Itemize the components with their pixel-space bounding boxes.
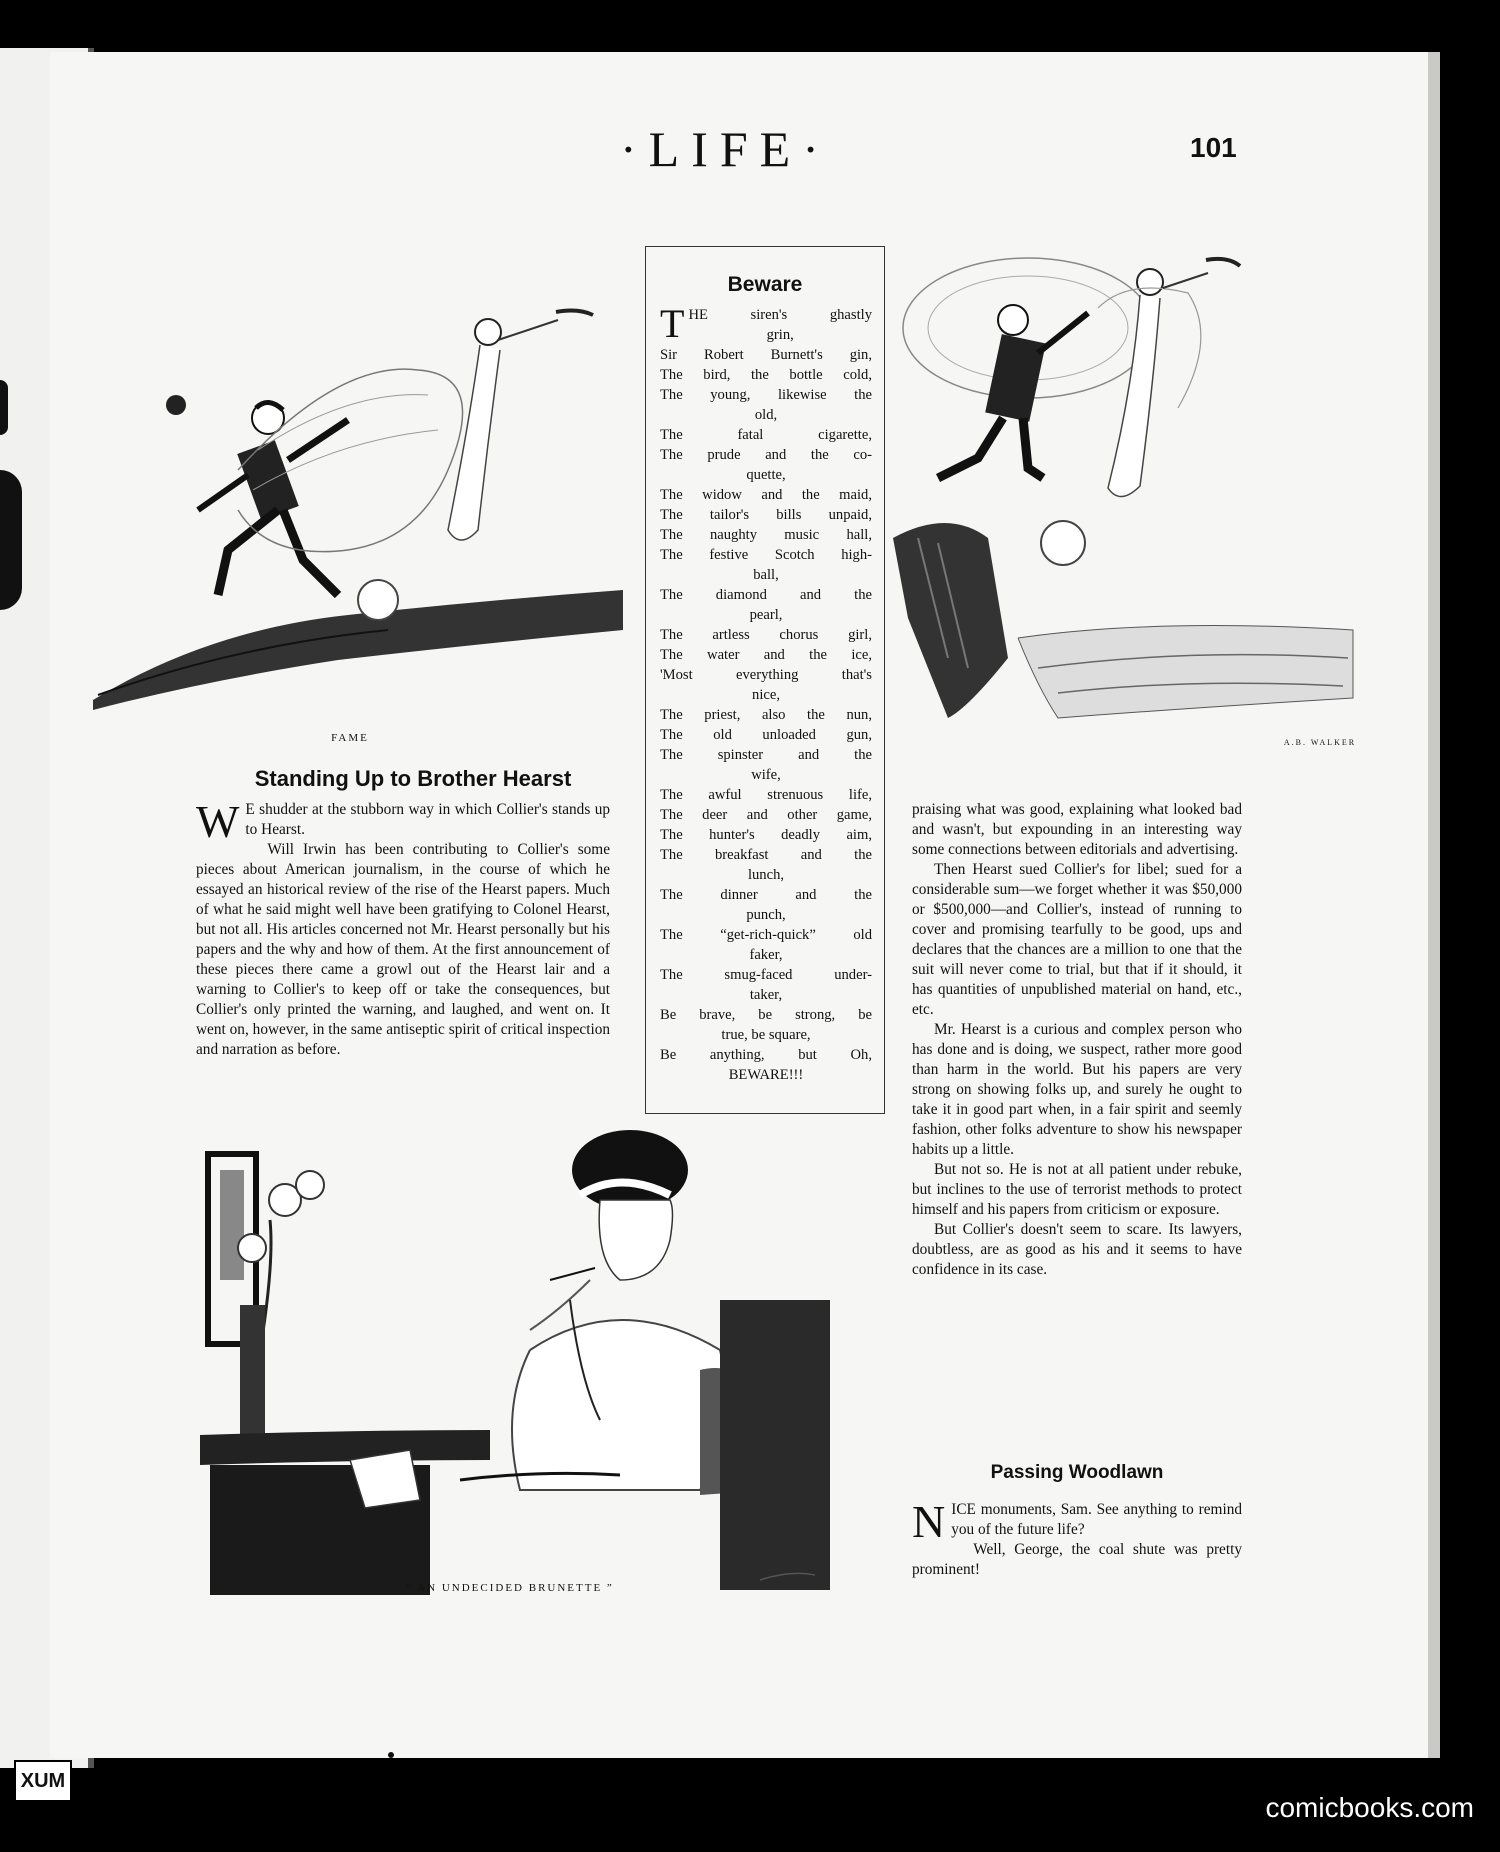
poem-line: The festive Scotch high- <box>660 547 872 563</box>
masthead: ·LIFE· <box>620 121 831 177</box>
poem-line: HE siren's ghastly <box>688 307 872 323</box>
dropcap-t: T <box>660 301 685 346</box>
page-spine <box>1428 52 1440 1758</box>
fame-caption: FAME <box>331 732 369 744</box>
poem-line: The deer and other game, <box>660 807 872 823</box>
brunette-caption: “ AN UNDECIDED BRUNETTE ” <box>406 1582 614 1594</box>
page-number: 101 <box>1190 132 1237 163</box>
poem-line: BEWARE!!! <box>728 1067 804 1083</box>
poem-line: The hunter's deadly aim, <box>660 827 872 843</box>
poem-line: faker, <box>749 947 783 963</box>
left-page-ink-blot <box>0 470 22 610</box>
article-woodlawn-p1-text: ICE monuments, Sam. See anything to remind you of the future life? <box>951 1501 1242 1538</box>
site-watermark: comicbooks.com <box>1265 1792 1474 1823</box>
article-hearst-cont-p1: praising what was good, explaining what looked bad and wasn't, but expounding in an interesting way some connections between editorials and advertising. <box>912 801 1242 858</box>
poem-line: pearl, <box>749 607 783 623</box>
article-hearst-continued <box>912 800 1242 1280</box>
poem-line: Sir Robert Burnett's gin, <box>660 347 872 363</box>
poem-line: true, be square, <box>721 1027 811 1043</box>
poem-line: ball, <box>753 567 779 583</box>
poem-line: The tailor's bills unpaid, <box>660 507 872 523</box>
poem-line: old, <box>754 407 778 423</box>
scan-tag: XUM <box>14 1760 72 1802</box>
poem-line: The young, likewise the <box>660 387 872 403</box>
article-title-hearst: Standing Up to Brother Hearst <box>254 766 572 791</box>
fame-illustration-right <box>888 238 1358 748</box>
ink-dot <box>388 1752 394 1758</box>
article-woodlawn-p1 <box>912 1496 1242 1547</box>
article-hearst-p1 <box>196 796 610 847</box>
poem-line: punch, <box>746 907 786 923</box>
poem-line: wife, <box>751 767 781 783</box>
article-hearst-cont-p2: Then Hearst sued Collier's for libel; sued for a considerable sum—we forget whether it was $50,000 or $500,000—and Collier's, instead of running to cover and promising tearfully to be good, ups and declares that the chances are a million to one that the suit will never come to trial, but that if it should, it has quantities of unpublished material on hand, etc., etc. <box>912 861 1242 1018</box>
poem-line: The smug-faced under- <box>660 967 872 983</box>
poem-line: The widow and the maid, <box>660 487 872 503</box>
poem-line: Be anything, but Oh, <box>660 1047 872 1063</box>
poem-title: Beware <box>727 273 803 296</box>
poem-line: The naughty music hall, <box>660 527 872 543</box>
poem-body <box>646 297 884 1085</box>
poem-line: The dinner and the <box>660 887 872 903</box>
article-woodlawn-body <box>912 1496 1242 1580</box>
poem-line: The “get-rich-quick” old <box>660 927 872 943</box>
poem-line: grin, <box>766 327 794 343</box>
poem-line: The awful strenuous life, <box>660 787 872 803</box>
article-woodlawn-p2: Well, George, the coal shute was pretty prominent! <box>912 1541 1242 1578</box>
article-hearst-body <box>196 796 610 1060</box>
poem-line: quette, <box>746 467 786 483</box>
poem-line: The bird, the bottle cold, <box>660 367 872 383</box>
brunette-illustration <box>200 1130 876 1595</box>
poem-line: The diamond and the <box>660 587 872 603</box>
fame-illustration <box>88 300 628 720</box>
article-title-woodlawn: Passing Woodlawn <box>990 1462 1164 1483</box>
poem-line: 'Most everything that's <box>660 667 872 683</box>
dropcap-n: N <box>912 1496 946 1547</box>
article-hearst-cont-p5: But Collier's doesn't seem to scare. Its lawyers, doubtless, are as good as his and it seems to have confidence in its case. <box>912 1221 1242 1278</box>
article-hearst-cont-p3: Mr. Hearst is a curious and complex person who has done and is doing, we suspect, rather more good than harm in the world. But his papers are very strong on showing folks up, and surely he ought to take it in good part when, in a fair spirit and seemly fashion, other folks adventure to show his newspaper habits up a little. <box>912 1021 1242 1158</box>
poem-line: taker, <box>749 987 783 1003</box>
poem-line: The prude and the co- <box>660 447 872 463</box>
poem-line: Be brave, be strong, be <box>660 1007 872 1023</box>
poem-line: The fatal cigarette, <box>660 427 872 443</box>
poem-line: The breakfast and the <box>660 847 872 863</box>
poem-line: lunch, <box>747 867 785 883</box>
poem-line: The artless chorus girl, <box>660 627 872 643</box>
dropcap-w: W <box>196 796 240 847</box>
poem-line: The water and the ice, <box>660 647 872 663</box>
article-hearst-p2: Will Irwin has been contributing to Collier's some pieces about American journalism, in the course of which he essayed an historical review of the rise of the Hearst papers. Much of what he said might well have been gratifying to Colonel Hearst, but not all. His articles concerned not Mr. Hearst personally but his papers and the why and how of them. At the first announcement of these pieces there came a growl out of the Hearst lair and a warning to Collier's to keep off or take the consequences, but Collier's only printed the warning, and laughed, and went on. It went on, however, in the same antiseptic spirit of critical inspection and narration as before. <box>196 841 610 1058</box>
article-hearst-p1-text: E shudder at the stubborn way in which Collier's stands up to Hearst. <box>245 801 610 838</box>
poem-line: The old unloaded gun, <box>660 727 872 743</box>
left-page-ink-mark <box>0 380 8 435</box>
poem-line: The spinster and the <box>660 747 872 763</box>
poem-line: The priest, also the nun, <box>660 707 872 723</box>
poem-line: nice, <box>752 687 780 703</box>
poem-box <box>645 246 885 1114</box>
article-hearst-cont-p4: But not so. He is not at all patient under rebuke, but inclines to the use of terrorist methods to protect himself and his papers from criticism or exposure. <box>912 1161 1242 1218</box>
fame-right-signature: A.B. WALKER <box>1283 738 1357 747</box>
